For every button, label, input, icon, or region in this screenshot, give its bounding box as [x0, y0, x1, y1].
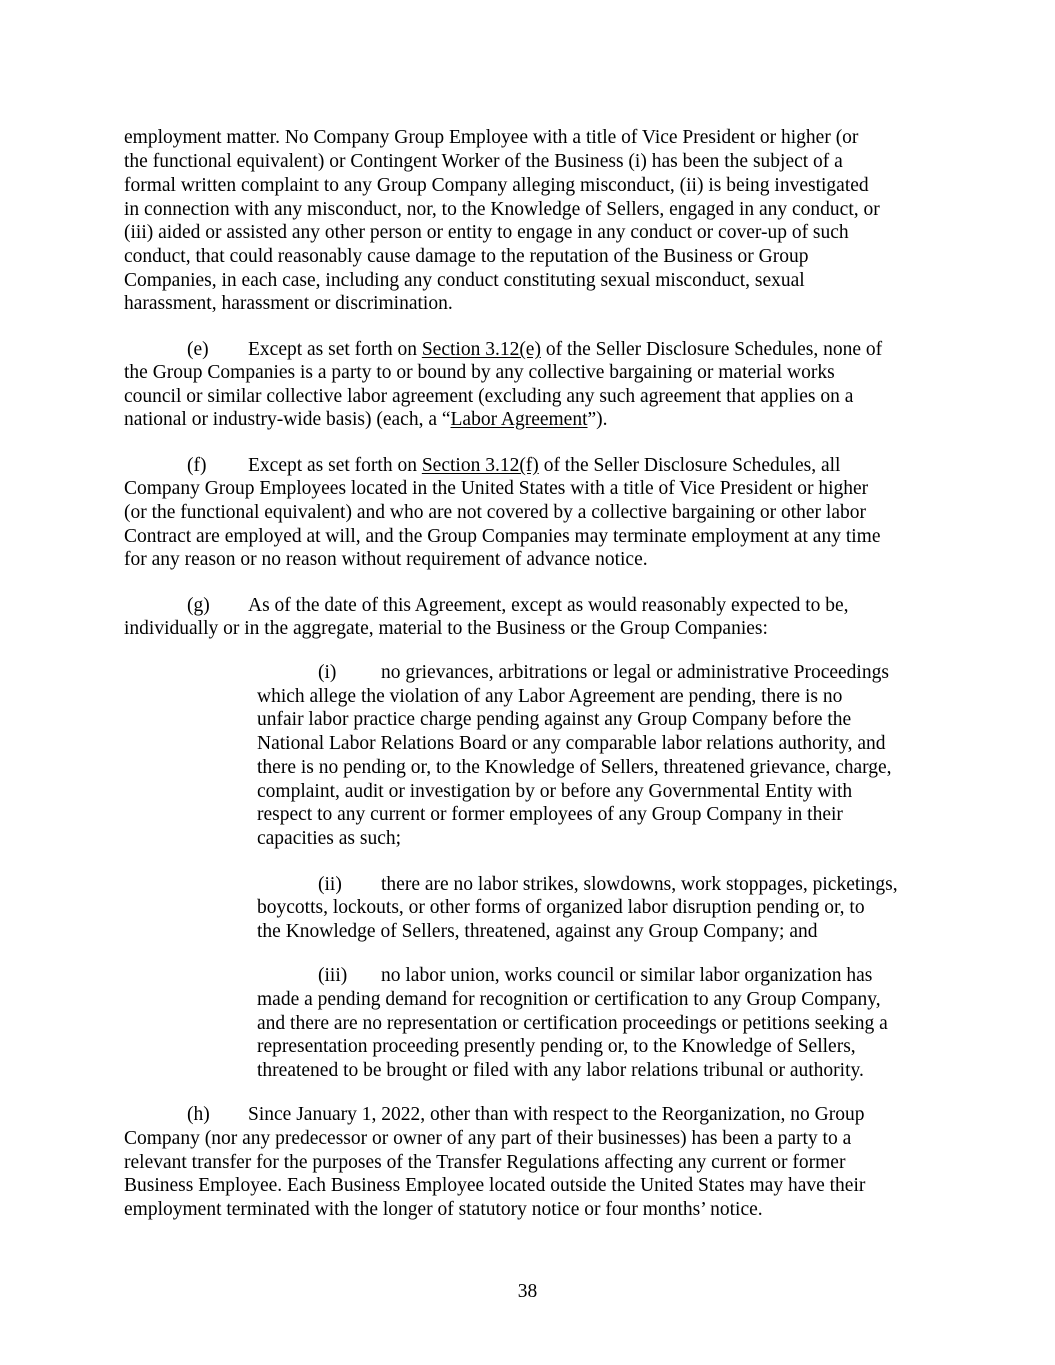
text-line: individually or in the aggregate, material to the Business or the Group Companies: — [124, 618, 768, 639]
text-line: National Labor Relations Board or any comparable labor relations authority, and — [257, 733, 886, 754]
text-line: formal written complaint to any Group Company alleging misconduct, (ii) is being investigated — [124, 175, 869, 196]
text-line — [248, 338, 882, 362]
text-line: Companies, in each case, including any conduct constituting sexual misconduct, sexual — [124, 270, 805, 291]
text-line: As of the date of this Agreement, except as would reasonably expected to be, — [248, 595, 849, 616]
text-line: unfair labor practice charge pending against any Group Company before the — [257, 709, 852, 730]
text-segment: national or industry-wide basis) (each, a “ — [124, 409, 451, 430]
text-line: and there are no representation or certification proceedings or petitions seeking a — [257, 1013, 888, 1034]
text-line: there are no labor strikes, slowdowns, work stoppages, picketings, — [381, 874, 898, 895]
paragraph-label: (f) — [187, 455, 207, 476]
text-line: in connection with any misconduct, nor, to the Knowledge of Sellers, engaged in any conduct, or — [124, 199, 880, 220]
text-line: respect to any current or former employees of any Group Company in their — [257, 804, 843, 825]
text-line: there is no pending or, to the Knowledge of Sellers, threatened grievance, charge, — [257, 757, 892, 778]
subparagraph-label: (iii) — [318, 965, 348, 986]
text-line: relevant transfer for the purposes of the Transfer Regulations affecting any current or former — [124, 1152, 846, 1173]
text-line: representation proceeding presently pending or, to the Knowledge of Sellers, — [257, 1036, 856, 1057]
text-line: made a pending demand for recognition or certification to any Group Company, — [257, 989, 881, 1010]
paragraph-label: (h) — [187, 1104, 210, 1125]
text-line: Since January 1, 2022, other than with respect to the Reorganization, no Group — [248, 1104, 865, 1125]
text-line: boycotts, lockouts, or other forms of organized labor disruption pending or, to — [257, 897, 865, 918]
text-line: council or similar collective labor agreement (excluding any such agreement that applies on a — [124, 386, 854, 407]
text-segment: ”). — [587, 409, 608, 430]
text-line: complaint, audit or investigation by or before any Governmental Entity with — [257, 781, 853, 802]
text-line: the Knowledge of Sellers, threatened, against any Group Company; and — [257, 921, 818, 942]
subparagraph-label: (i) — [318, 662, 337, 683]
text-segment: of the Seller Disclosure Schedules, none of — [540, 339, 883, 360]
text-line: capacities as such; — [257, 828, 402, 849]
page-number: 38 — [517, 1281, 538, 1302]
text-line: no grievances, arbitrations or legal or administrative Proceedings — [381, 662, 889, 683]
text-line: for any reason or no reason without requirement of advance notice. — [124, 549, 648, 570]
text-line: employment matter. No Company Group Employee with a title of Vice President or higher (or — [124, 127, 859, 148]
text-line — [124, 408, 608, 432]
text-line: the Group Companies is a party to or bound by any collective bargaining or material works — [124, 362, 835, 383]
text-line: Company (nor any predecessor or owner of any part of their businesses) has been a party to a — [124, 1128, 852, 1149]
text-line: which allege the violation of any Labor Agreement are pending, there is no — [257, 686, 843, 707]
text-line: Company Group Employees located in the United States with a title of Vice President or higher — [124, 478, 869, 499]
text-line — [248, 454, 840, 478]
subparagraph-label: (ii) — [318, 874, 342, 895]
text-line: (or the functional equivalent) and who are not covered by a collective bargaining or other labor — [124, 502, 866, 523]
text-line: no labor union, works council or similar labor organization has — [381, 965, 873, 986]
text-line: threatened to be brought or filed with any labor relations tribunal or authority. — [257, 1060, 864, 1081]
section-reference-link: Section 3.12(f) — [421, 455, 539, 476]
text-line: conduct, that could reasonably cause damage to the reputation of the Business or Group — [124, 246, 809, 267]
section-reference-link: Section 3.12(e) — [421, 339, 541, 360]
text-segment: of the Seller Disclosure Schedules, all — [538, 455, 841, 476]
text-line: the functional equivalent) or Contingent Worker of the Business (i) has been the subject of a — [124, 151, 843, 172]
text-line: (iii) aided or assisted any other person or entity to engage in any conduct or cover-up of such — [124, 222, 849, 243]
text-segment: Except as set forth on — [248, 339, 422, 360]
text-line: Business Employee. Each Business Employee located outside the United States may have their — [124, 1175, 866, 1196]
text-segment: Except as set forth on — [248, 455, 422, 476]
text-line: Contract are employed at will, and the Group Companies may terminate employment at any time — [124, 526, 881, 547]
text-line: harassment, harassment or discrimination. — [124, 293, 453, 314]
paragraph-label: (e) — [187, 339, 209, 360]
text-line: employment terminated with the longer of statutory notice or four months’ notice. — [124, 1199, 763, 1220]
paragraph-label: (g) — [187, 595, 210, 616]
defined-term: Labor Agreement — [450, 409, 588, 430]
